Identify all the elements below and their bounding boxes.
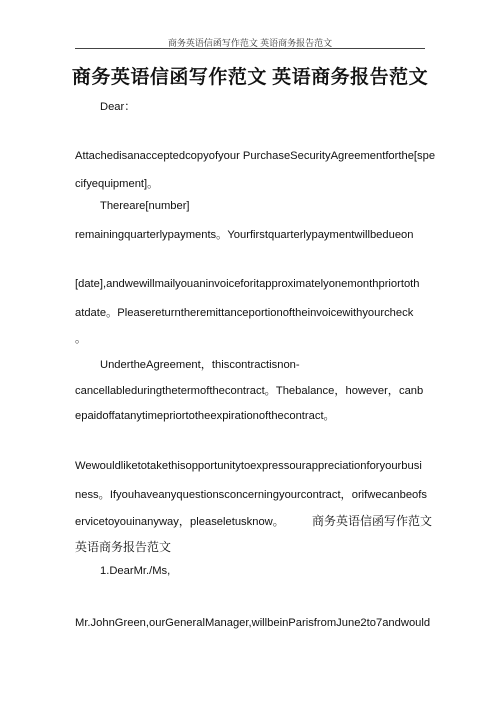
- body-line: UndertheAgreement，thiscontractisnon-: [100, 359, 300, 371]
- body-line: remainingquarterlypayments。Yourfirstquarterlypaymentwillbedueon: [75, 229, 414, 241]
- salutation: Dear：: [100, 101, 136, 113]
- body-line: [75, 512, 435, 529]
- inline-heading: 商务英语信函写作范文: [311, 514, 432, 528]
- body-line: atdate。Pleasereturntheremittanceportionoftheinvoicewithyourcheck: [75, 307, 414, 319]
- document-title: 商务英语信函写作范文 英语商务报告范文: [71, 67, 429, 88]
- body-line: cifyequipment]。: [75, 178, 159, 190]
- numbered-item: 1.DearMr./Ms,: [100, 565, 171, 577]
- body-line: epaidoffatanytimepriortotheexpirationofthecontract。: [75, 410, 335, 422]
- body-line: [date],andwewillmailyouaninvoiceforitapproximatelyonemonthpriortoth: [75, 278, 420, 290]
- body-text: ervicetoyouinanyway，pleaseletusknow。: [75, 516, 284, 528]
- subheading: 英语商务报告范文: [75, 540, 172, 554]
- running-header: 商务英语信函写作范文 英语商务报告范文: [167, 38, 333, 48]
- body-line: Wewouldliketotakethisopportunitytoexpressourappreciationforyourbusi: [75, 460, 422, 472]
- body-line: 。: [75, 333, 87, 345]
- body-line: Mr.JohnGreen,ourGeneralManager,willbeinParisfromJune2to7andwould: [75, 617, 431, 629]
- body-line: Attachedisanacceptedcopyofyour PurchaseSecurityAgreementforthe[spe: [75, 150, 436, 162]
- body-line: cancellableduringthetermofthecontract。Thebalance，however，canb: [75, 385, 424, 397]
- body-line: Thereare[number]: [100, 200, 190, 212]
- body-line: ness。Ifyouhaveanyquestionsconcerningyourcontract，orifwecanbeofs: [75, 489, 427, 501]
- header-rule: [75, 48, 425, 49]
